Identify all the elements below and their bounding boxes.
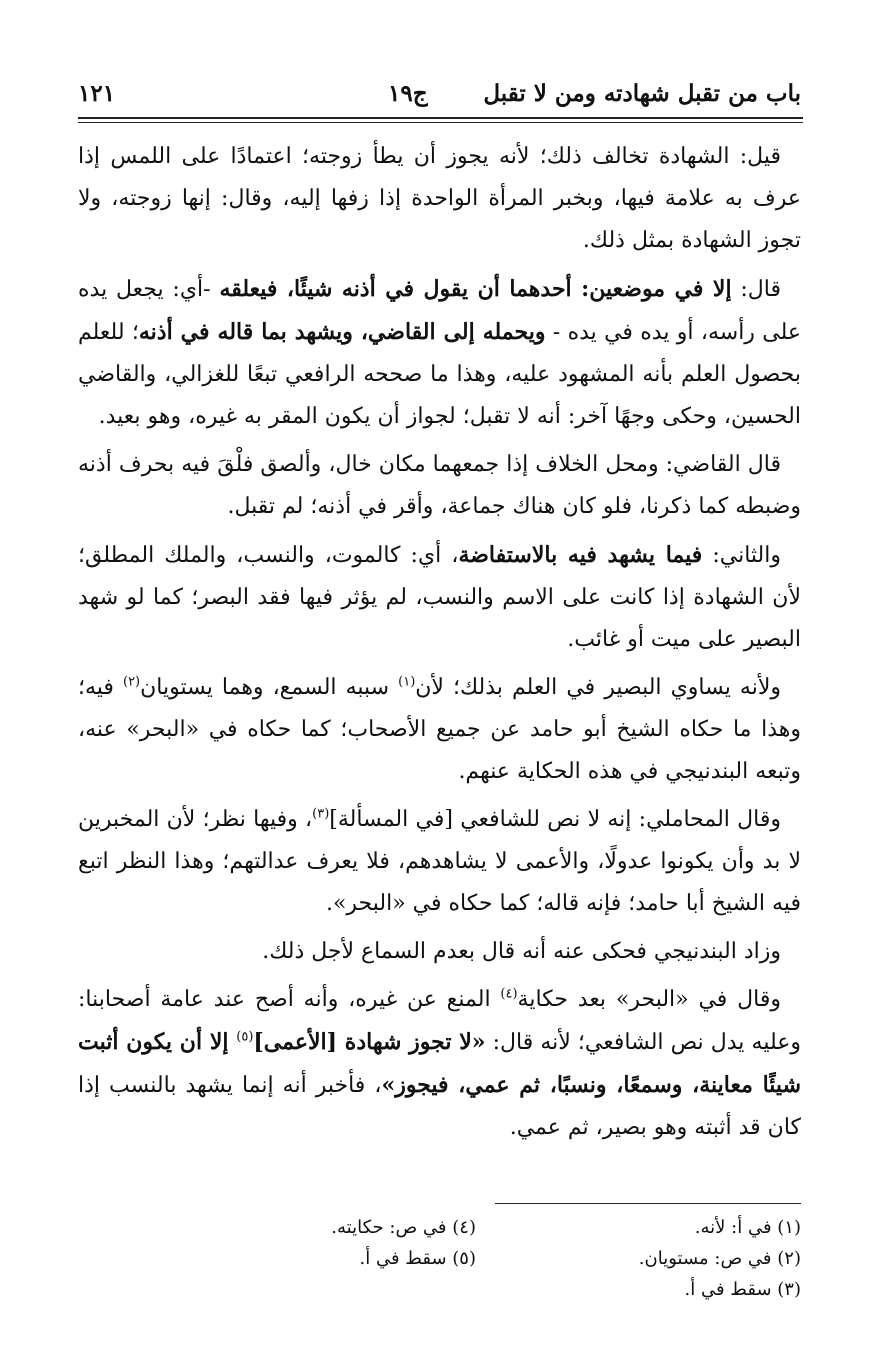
footnote-marker: (٤) bbox=[500, 986, 518, 1002]
footnote: (١) في أ: لأنه. bbox=[694, 1217, 801, 1238]
text-segment: -أي: يجعل يده على رأسه، أو يده في يده - bbox=[78, 277, 802, 345]
text-segment: وقال المحاملي: إنه لا نص للشافعي [في المسألة] bbox=[329, 807, 781, 832]
text-segment: ، وفيها نظر؛ لأن المخبرين لا بد وأن يكونوا عدولًا، والأعمى لا يشاهدهم، فلا يعرف عدالتهم؛ وهذا النظر اتبع فيه الشيخ أبا حامد؛ فإنه قاله؛ كما حكاه في «البحر». bbox=[78, 807, 801, 916]
page-number: ١٢١ bbox=[78, 80, 116, 107]
paragraph bbox=[78, 136, 801, 262]
text-segment: إلا أن يكون أثبت شيئًا معاينة، وسمعًا، ونسبًا، ثم عمي، فيجوز» bbox=[78, 1029, 802, 1098]
header-rule-thin bbox=[78, 122, 803, 123]
text-segment: فيه؛ وهذا ما حكاه الشيخ أبو حامد عن جميع الأصحاب؛ كما حكاه في «البحر» عنه، وتبعه البندنيجي في هذه الحكاية عنهم. bbox=[78, 675, 801, 784]
main-text bbox=[78, 136, 801, 1155]
paragraph bbox=[78, 931, 801, 973]
text-segment: فيما يشهد فيه بالاستفاضة bbox=[458, 542, 703, 568]
paragraph bbox=[78, 979, 801, 1149]
paragraph bbox=[78, 534, 801, 661]
text-segment: والثاني: bbox=[702, 543, 781, 568]
footnote-separator bbox=[495, 1203, 801, 1204]
text-segment: وزاد البندنيجي فحكى عنه أنه قال بعدم السماع لأجل ذلك. bbox=[262, 939, 781, 964]
text-segment: ، أي: كالموت، والنسب، والملك المطلق؛ لأن الشهادة إذا كانت على الاسم والنسب، لم يؤثر فيها فقد البصر؛ كما لو شهد البصير على ميت أو غائب. bbox=[78, 543, 801, 652]
text-segment: قال القاضي: ومحل الخلاف إذا جمعهما مكان خال، وألصق فلْقَ فيه بحرف أذنه وضبطه كما ذكرنا، فلو كان هناك جماعة، وأقر في أذنه؛ لم تقبل. bbox=[78, 452, 801, 519]
footnote-marker: (٣) bbox=[312, 806, 330, 822]
paragraph bbox=[78, 799, 801, 925]
text-segment: قال: bbox=[731, 277, 782, 302]
footnote: (٢) في ص: مستويان. bbox=[638, 1248, 801, 1269]
text-segment: «لا تجوز شهادة [الأعمى] bbox=[253, 1029, 486, 1055]
text-segment: ويحمله إلى القاضي، ويشهد بما قاله في أذنه bbox=[138, 319, 546, 345]
footnotes-right-column bbox=[639, 1212, 801, 1305]
running-header bbox=[78, 76, 801, 112]
footnote-marker: (١) bbox=[398, 674, 416, 690]
text-segment: قيل: الشهادة تخالف ذلك؛ لأنه يجوز أن يطأ زوجته؛ اعتمادًا على اللمس إذا عرف به علامة فيها، وبخبر المرأة الواحدة إذا زفها إليه، وقال: إنها زوجته، ولا تجوز الشهادة بمثل ذلك. bbox=[78, 144, 801, 253]
paragraph bbox=[78, 268, 801, 438]
paragraph bbox=[78, 444, 801, 528]
text-segment: وقال في «البحر» بعد حكاية bbox=[517, 987, 781, 1012]
footnote: (٣) سقط في أ. bbox=[684, 1279, 801, 1300]
footnote-marker: (٥) bbox=[236, 1029, 254, 1045]
footnote: (٥) سقط في أ. bbox=[359, 1248, 476, 1269]
footnote: (٤) في ص: حكايته. bbox=[331, 1217, 476, 1238]
text-segment: سببه السمع، وهما يستويان bbox=[140, 675, 399, 700]
text-segment: إلا في موضعين: أحدهما أن يقول في أذنه شيئًا، فيعلقه bbox=[219, 276, 732, 302]
text-segment: المنع عن غيره، وأنه أصح عند عامة أصحابنا: وعليه يدل نص الشافعي؛ لأنه قال: bbox=[78, 987, 801, 1055]
chapter-title: باب من تقبل شهادته ومن لا تقبل bbox=[483, 80, 801, 107]
header-rule-thick bbox=[78, 117, 803, 119]
text-segment: ، فأخبر أنه إنما يشهد بالنسب إذا كان قد أثبته وهو بصير، ثم عمي. bbox=[78, 1073, 801, 1140]
volume-label: ج١٩ bbox=[388, 80, 428, 107]
text-segment: ؛ للعلم بحصول العلم بأنه المشهود عليه، وهذا ما صححه الرافعي تبعًا للغزالي، والقاضي الحسين، وحكى وجهًا آخر: أنه لا تقبل؛ لجواز أن يكون المقر به غيره، وهو بعيد. bbox=[78, 320, 801, 429]
footnote-marker: (٢) bbox=[122, 674, 141, 690]
text-segment: ولأنه يساوي البصير في العلم بذلك؛ لأن bbox=[415, 675, 781, 700]
footnotes-left-column bbox=[331, 1212, 476, 1274]
paragraph bbox=[78, 667, 801, 793]
